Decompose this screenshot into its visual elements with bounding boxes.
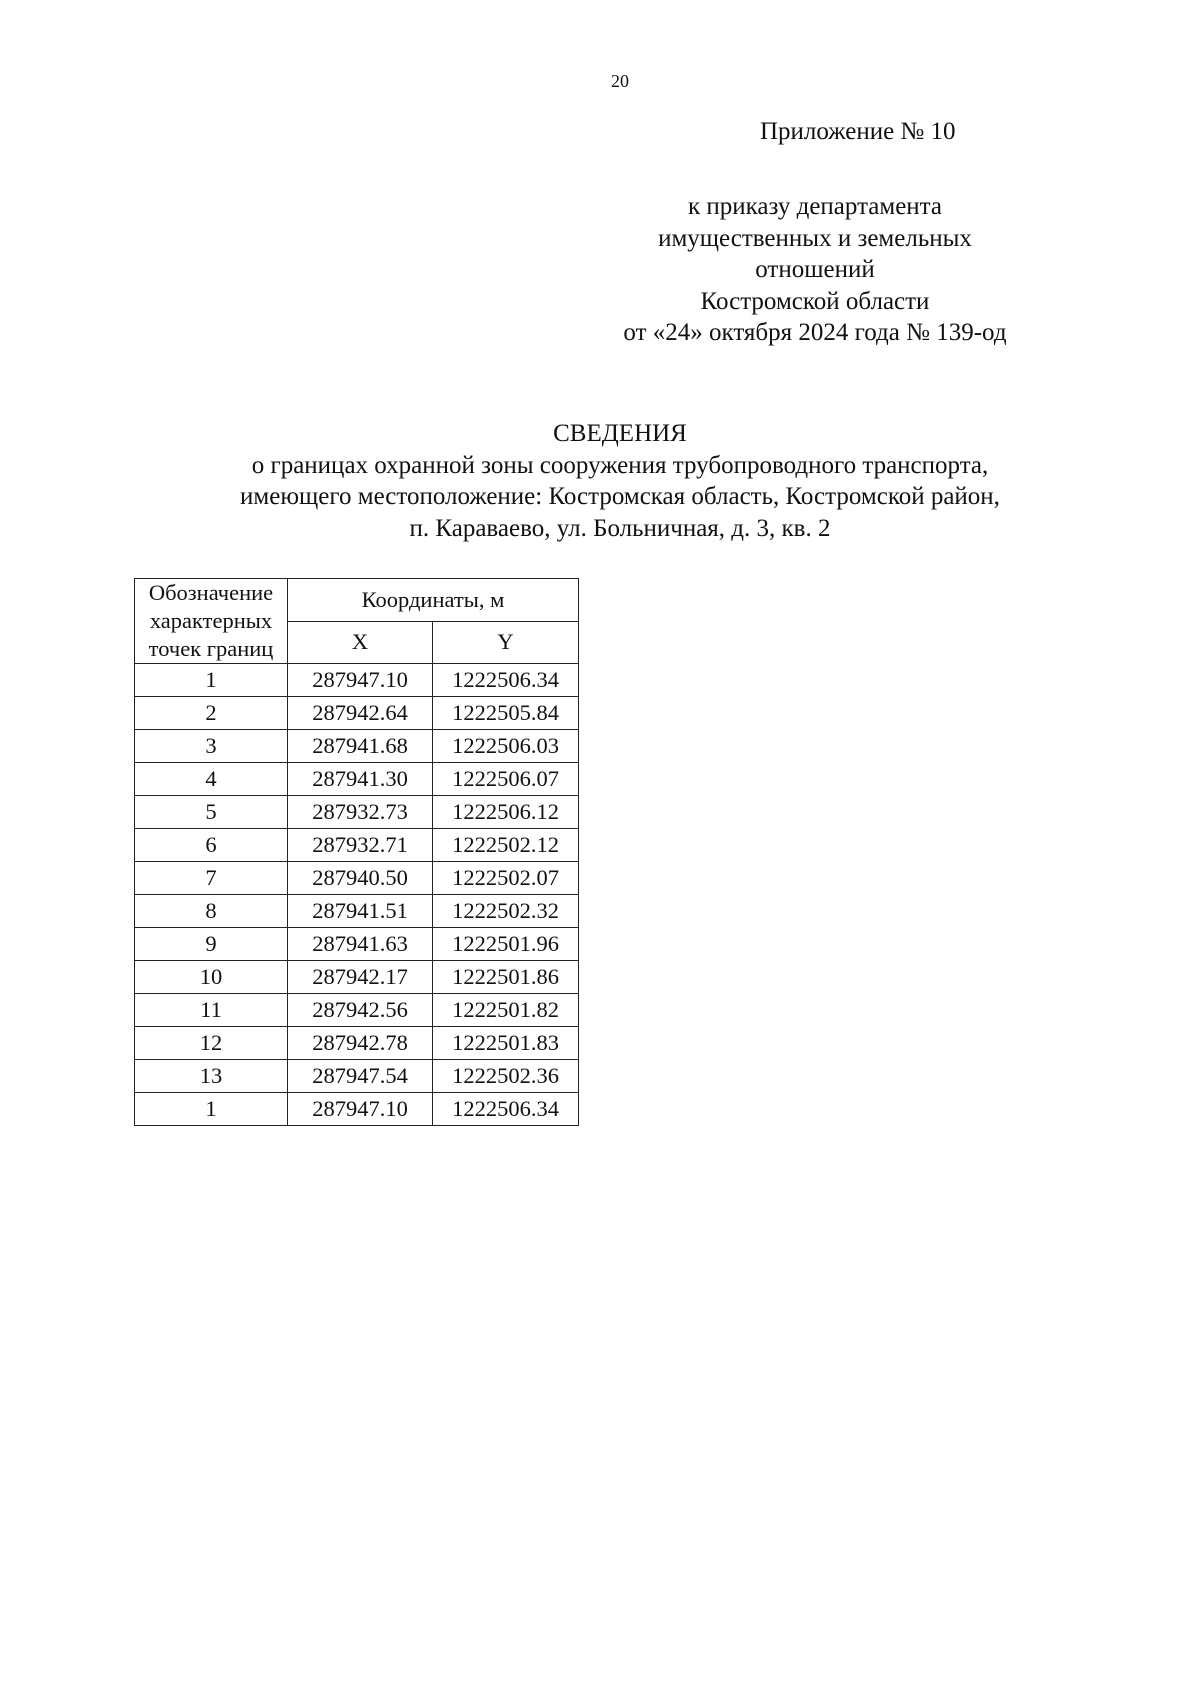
y-cell: 1222506.34 bbox=[433, 664, 579, 697]
table-row bbox=[135, 928, 579, 961]
x-header: X bbox=[288, 621, 433, 664]
point-header-line: характерных bbox=[149, 608, 273, 633]
y-cell: 1222502.36 bbox=[433, 1060, 579, 1093]
table-row bbox=[135, 763, 579, 796]
table-row bbox=[135, 730, 579, 763]
document-subtitle-line: имеющего местоположение: Костромская область, Костромской район, bbox=[240, 483, 1000, 510]
page-number: 20 bbox=[611, 71, 629, 91]
point-cell: 13 bbox=[135, 1060, 288, 1093]
coordinates-table bbox=[134, 578, 579, 1126]
table-row bbox=[135, 1060, 579, 1093]
point-cell: 6 bbox=[135, 829, 288, 862]
order-reference-line: Костромской области bbox=[700, 287, 930, 315]
x-cell: 287942.17 bbox=[288, 961, 433, 994]
order-reference-line: к приказу департамента bbox=[687, 193, 943, 220]
point-cell: 10 bbox=[135, 961, 288, 994]
y-cell: 1222501.83 bbox=[433, 1027, 579, 1060]
table-row bbox=[135, 961, 579, 994]
point-cell: 1 bbox=[135, 1093, 288, 1126]
document-subtitle-line: о границах охранной зоны сооружения трубопроводного транспорта, bbox=[251, 451, 989, 479]
point-designation-header bbox=[135, 579, 288, 664]
order-reference bbox=[560, 191, 1070, 349]
y-cell: 1222501.86 bbox=[433, 961, 579, 994]
x-cell: 287941.63 bbox=[288, 928, 433, 961]
table-row bbox=[135, 829, 579, 862]
table-row bbox=[135, 796, 579, 829]
y-cell: 1222502.32 bbox=[433, 895, 579, 928]
y-cell: 1222501.82 bbox=[433, 994, 579, 1027]
coordinates-header: Координаты, м bbox=[288, 579, 579, 622]
x-cell: 287942.78 bbox=[288, 1027, 433, 1060]
point-cell: 7 bbox=[135, 862, 288, 895]
x-cell: 287941.68 bbox=[288, 730, 433, 763]
x-cell: 287932.73 bbox=[288, 796, 433, 829]
x-cell: 287941.30 bbox=[288, 763, 433, 796]
point-cell: 3 bbox=[135, 730, 288, 763]
x-cell: 287941.51 bbox=[288, 895, 433, 928]
point-header-line: точек границ bbox=[148, 636, 274, 661]
table-row bbox=[135, 664, 579, 697]
y-cell: 1222502.07 bbox=[433, 862, 579, 895]
y-cell: 1222506.07 bbox=[433, 763, 579, 796]
order-reference-line: отношений bbox=[755, 256, 875, 283]
table-row bbox=[135, 994, 579, 1027]
document-heading bbox=[100, 418, 1140, 544]
point-cell: 12 bbox=[135, 1027, 288, 1060]
x-cell: 287942.56 bbox=[288, 994, 433, 1027]
point-cell: 11 bbox=[135, 994, 288, 1027]
y-cell: 1222502.12 bbox=[433, 829, 579, 862]
point-cell: 8 bbox=[135, 895, 288, 928]
y-cell: 1222506.03 bbox=[433, 730, 579, 763]
y-header: Y bbox=[433, 621, 579, 664]
x-cell: 287942.64 bbox=[288, 697, 433, 730]
document-subtitle-line: п. Караваево, ул. Больничная, д. 3, кв. 2 bbox=[409, 514, 831, 542]
x-cell: 287947.54 bbox=[288, 1060, 433, 1093]
y-cell: 1222506.12 bbox=[433, 796, 579, 829]
table-row bbox=[135, 1027, 579, 1060]
point-cell: 2 bbox=[135, 697, 288, 730]
x-cell: 287947.10 bbox=[288, 1093, 433, 1126]
table-row bbox=[135, 1093, 579, 1126]
point-cell: 1 bbox=[135, 664, 288, 697]
x-cell: 287940.50 bbox=[288, 862, 433, 895]
table-row bbox=[135, 697, 579, 730]
y-cell: 1222501.96 bbox=[433, 928, 579, 961]
y-cell: 1222506.34 bbox=[433, 1093, 579, 1126]
y-cell: 1222505.84 bbox=[433, 697, 579, 730]
order-reference-line: имущественных и земельных bbox=[658, 224, 972, 252]
table-row bbox=[135, 862, 579, 895]
x-cell: 287932.71 bbox=[288, 829, 433, 862]
point-header-line: Обозначение bbox=[148, 580, 274, 605]
order-reference-line: от «24» октября 2024 года № 139-од bbox=[623, 319, 1007, 346]
document-title: СВЕДЕНИЯ bbox=[553, 420, 687, 447]
appendix-title: Приложение № 10 bbox=[760, 118, 956, 145]
table-row bbox=[135, 895, 579, 928]
x-cell: 287947.10 bbox=[288, 664, 433, 697]
point-cell: 5 bbox=[135, 796, 288, 829]
point-cell: 4 bbox=[135, 763, 288, 796]
point-cell: 9 bbox=[135, 928, 288, 961]
